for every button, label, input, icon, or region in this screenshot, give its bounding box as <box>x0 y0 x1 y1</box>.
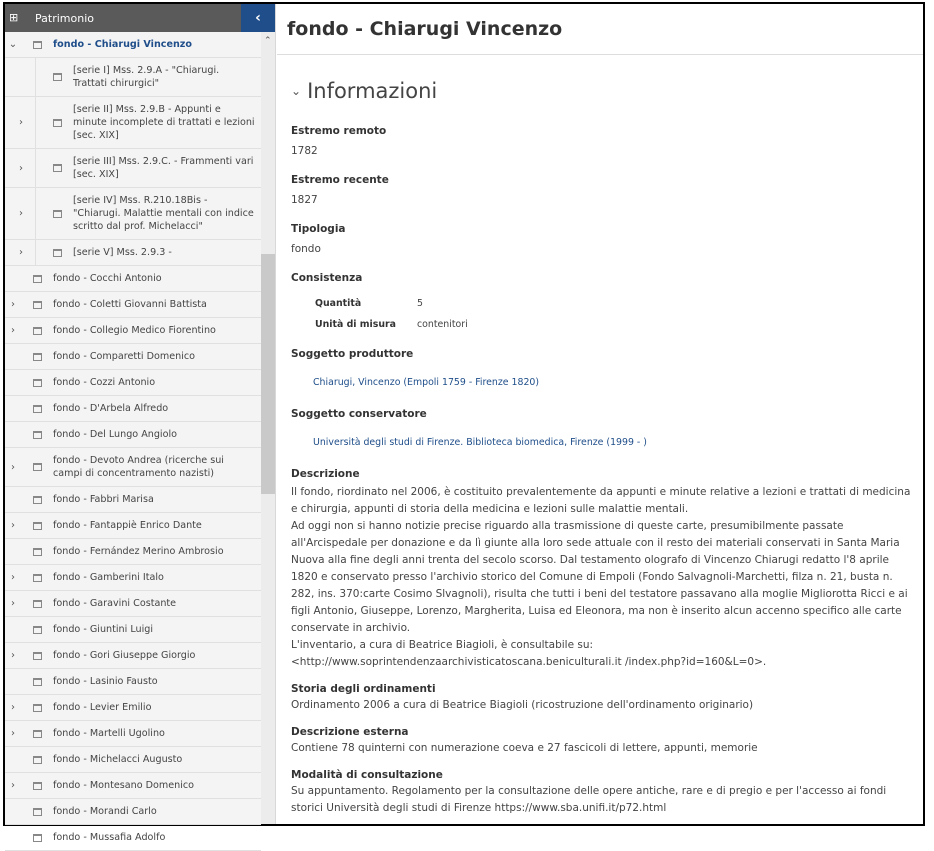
section-informazioni[interactable] <box>291 79 915 103</box>
tree-item-label: fondo - Coletti Giovanni Battista <box>53 299 207 310</box>
tree-item-label: fondo - Martelli Ugolino <box>53 728 165 739</box>
chevron-right-icon[interactable]: › <box>11 299 15 310</box>
chevron-down-icon: ⌄ <box>291 84 302 98</box>
tree-item-label: fondo - Cocchi Antonio <box>53 273 162 284</box>
tipologia-value: fondo <box>291 243 321 255</box>
unita-value: contenitori <box>417 319 468 330</box>
unita-row <box>315 319 915 330</box>
tree-item-label: fondo - Mussafia Adolfo <box>53 832 166 843</box>
tree-item[interactable] <box>5 643 261 669</box>
descrizione-esterna-value: Contiene 78 quinterni con numerazione coeva e 27 fascicoli di lettere, appunti, memorie <box>291 742 758 754</box>
tree-item[interactable] <box>5 799 261 825</box>
tree-item[interactable] <box>5 344 261 370</box>
archive-box-icon <box>33 782 42 790</box>
chevron-right-icon[interactable]: › <box>19 117 23 128</box>
archive-box-icon <box>33 496 42 504</box>
sidebar-scrollbar[interactable] <box>261 32 275 824</box>
page-title: fondo - Chiarugi Vincenzo <box>287 18 563 40</box>
estremo-recente-value: 1827 <box>291 194 318 206</box>
tree-item[interactable] <box>5 266 261 292</box>
tree-item[interactable] <box>5 773 261 799</box>
archive-box-icon <box>33 463 42 471</box>
archive-box-icon <box>53 210 62 218</box>
archive-box-icon <box>33 678 42 686</box>
quantita-value: 5 <box>417 298 423 309</box>
tree-item-label: [serie II] Mss. 2.9.B - Appunti e minute incomplete di trattati e lezioni [sec. XIX] <box>73 104 255 141</box>
chevron-up-icon[interactable]: ⌃ <box>264 36 272 46</box>
descrizione-label: Descrizione <box>291 468 360 480</box>
chevron-right-icon[interactable]: › <box>11 598 15 609</box>
tree-item[interactable] <box>5 396 261 422</box>
archive-box-icon <box>33 522 42 530</box>
chevron-right-icon[interactable]: › <box>11 650 15 661</box>
tree-item-label: fondo - Comparetti Domenico <box>53 351 195 362</box>
chevron-right-icon[interactable]: › <box>19 162 23 174</box>
collapse-sidebar-button[interactable] <box>241 4 275 32</box>
tree-item-label: fondo - Giuntini Luigi <box>53 624 154 635</box>
chevron-right-icon[interactable]: › <box>19 208 23 219</box>
tree-item-label: fondo - Fabbri Marisa <box>53 494 154 505</box>
tipologia-label: Tipologia <box>291 223 346 235</box>
consistenza-label: Consistenza <box>291 272 363 284</box>
descrizione-paragraph: Ad oggi non si hanno notizie precise riguardo alla trasmissione di queste carte, presumibilmente passate all'Arcispedale per donazione e da lì giunte alla loro sede attuale con il resto dei materiali conservati in Santa Maria Nuova alla fine degli anni trenta del secolo scorso. Dal testamento olografo di Vincenzo Chiarugi redatto l'8 aprile 1820 e conservato presso l'archivio storico del Comune di Empoli (Fondo Salvagnoli-Marchetti, filza n. 21, busta n. 282, ins. 370:carte Cosimo Slvagnoli), risulta che tutti i beni del testatore passavano alla moglie Migliorotta Ricci e ai figli Antonio, Giuseppe, Lorenzo, Margherita, Luisa ed Eleonora, ma non è inserito alcun accenno specifico alle carte conservate in archivio. <box>291 520 908 634</box>
tree-item-label: fondo - Devoto Andrea (ricerche sui campi di concentramento nazisti) <box>53 455 224 479</box>
tree-item[interactable] <box>5 669 261 695</box>
app-frame <box>3 2 925 843</box>
estremo-remoto-value: 1782 <box>291 145 318 157</box>
tree-item-label: fondo - Lasinio Fausto <box>53 676 158 687</box>
tree-item-label: [serie I] Mss. 2.9.A - "Chiarugi. Trattati chirurgici" <box>73 65 220 89</box>
produttore-label: Soggetto produttore <box>291 348 414 360</box>
tree-guide-line <box>35 58 36 96</box>
tree-list <box>5 32 261 851</box>
storia-value: Ordinamento 2006 a cura di Beatrice Biagioli (ricostruzione dell'ordinamento originario) <box>291 699 754 711</box>
tree-item[interactable] <box>5 721 261 747</box>
tree-item[interactable] <box>5 32 261 58</box>
chevron-right-icon[interactable]: › <box>11 325 15 336</box>
chevron-right-icon[interactable]: › <box>11 728 15 739</box>
tree-item[interactable] <box>5 448 261 487</box>
tree-item[interactable] <box>5 747 261 773</box>
main-panel <box>277 4 923 824</box>
tree-item[interactable] <box>5 513 261 539</box>
sidebar-header <box>5 4 275 32</box>
chevron-right-icon[interactable]: › <box>19 247 23 258</box>
modalita-label: Modalità di consultazione <box>291 769 443 781</box>
archive-box-icon <box>33 275 42 283</box>
archive-box-icon <box>53 119 62 127</box>
sidebar-title: Patrimonio <box>35 11 94 25</box>
archive-box-icon <box>33 600 42 608</box>
tree-guide-line <box>35 188 36 239</box>
tree-item-label: fondo - Del Lungo Angiolo <box>53 429 178 440</box>
archive-box-icon <box>33 626 42 634</box>
archive-box-icon <box>33 405 42 413</box>
tree-item-label: fondo - Cozzi Antonio <box>53 377 156 388</box>
tree-item-label: fondo - Gamberini Italo <box>53 572 164 583</box>
tree-item-label: fondo - Morandi Carlo <box>53 806 157 817</box>
conservatore-link[interactable]: Università degli studi di Firenze. Biblioteca biomedica, Firenze (1999 - ) <box>313 437 647 448</box>
produttore-link[interactable]: Chiarugi, Vincenzo (Empoli 1759 - Firenze 1820) <box>313 377 540 388</box>
tree-item-label: fondo - Gori Giuseppe Giorgio <box>53 650 196 661</box>
tree-guide-line <box>35 149 36 187</box>
tree-child-item[interactable] <box>5 240 261 266</box>
chevron-left-icon: ‹ <box>255 10 261 26</box>
tree-child-item[interactable] <box>5 97 261 149</box>
archive-box-icon <box>33 353 42 361</box>
tree-item-label: fondo - Levier Emilio <box>53 702 152 713</box>
descrizione-text <box>291 484 915 671</box>
archive-box-icon <box>53 249 62 257</box>
tree-guide-line <box>35 97 36 148</box>
quantita-row <box>315 298 915 309</box>
tree-item[interactable] <box>5 591 261 617</box>
tree-item-label: [serie IV] Mss. R.210.18Bis - "Chiarugi. Malattie mentali con indice scritto dal prof. Michelacci" <box>73 195 254 232</box>
details <box>277 79 923 817</box>
archive-box-icon <box>53 164 62 172</box>
tree-item[interactable] <box>5 422 261 448</box>
tree-guide-line <box>35 240 36 265</box>
estremo-remoto-label: Estremo remoto <box>291 125 387 137</box>
tree-item-label: fondo - Michelacci Augusto <box>53 754 183 765</box>
tree-item-label: fondo - Garavini Costante <box>53 598 177 609</box>
archive-box-icon <box>33 301 42 309</box>
archive-box-icon <box>33 704 42 712</box>
tree-item[interactable] <box>5 539 261 565</box>
archive-box-icon <box>33 379 42 387</box>
chevron-right-icon[interactable]: › <box>11 572 15 583</box>
section-title: Informazioni <box>307 79 438 103</box>
archive-box-icon <box>33 834 42 842</box>
tree-item-label: fondo - Fernández Merino Ambrosio <box>53 546 224 557</box>
tree-item-label: fondo - Montesano Domenico <box>53 780 195 791</box>
archive-box-icon <box>33 548 42 556</box>
main-header <box>277 4 923 55</box>
tree-item-label: fondo - Collegio Medico Fiorentino <box>53 325 216 336</box>
tree-item[interactable] <box>5 487 261 513</box>
tree-child-item[interactable] <box>5 188 261 240</box>
archive-box-icon <box>33 756 42 764</box>
tree-child-item[interactable] <box>5 149 261 188</box>
tree-item-label: [serie III] Mss. 2.9.C. - Frammenti vari [sec. XIX] <box>73 156 254 180</box>
chevron-right-icon[interactable]: › <box>11 461 15 473</box>
archive-box-icon <box>33 574 42 582</box>
archive-box-icon <box>33 652 42 660</box>
archive-box-icon <box>33 41 42 49</box>
tree-item-label: fondo - Chiarugi Vincenzo <box>53 39 192 50</box>
chevron-right-icon[interactable]: › <box>11 520 15 531</box>
conservatore-label: Soggetto conservatore <box>291 408 427 420</box>
sidebar <box>5 4 276 843</box>
archive-box-icon <box>53 73 62 81</box>
tree-item-label: fondo - Fantappiè Enrico Dante <box>53 520 202 531</box>
tree-item-label: [serie V] Mss. 2.9.3 - <box>73 247 172 258</box>
tree-item[interactable] <box>5 617 261 643</box>
tree-item[interactable] <box>5 292 261 318</box>
archive-box-icon <box>33 808 42 816</box>
archive-box-icon <box>33 730 42 738</box>
tree-child-item[interactable] <box>5 58 261 97</box>
scrollbar-thumb[interactable] <box>261 254 275 494</box>
storia-label: Storia degli ordinamenti <box>291 683 436 695</box>
tree-item[interactable] <box>5 825 261 851</box>
tree-item-label: fondo - D'Arbela Alfredo <box>53 403 169 414</box>
descrizione-paragraph: L'inventario, a cura di Beatrice Biagioli, è consultabile su: <http://www.soprintendenzaarchivisticatoscana.beniculturali.it /index.php?id=160&L=0>. <box>291 639 767 668</box>
tree-item[interactable] <box>5 565 261 591</box>
quantita-label: Quantità <box>315 298 362 309</box>
modalita-value: Su appuntamento. Regolamento per la consultazione delle opere antiche, rare e di pregio e per l'accesso ai fondi storici Università degli studi di Firenze https://www.sba.unifi.it/p72.html <box>291 785 887 814</box>
tree-item[interactable] <box>5 318 261 344</box>
descrizione-paragraph: Il fondo, riordinato nel 2006, è costituito prevalentemente da appunti e minute relative a lezioni e trattati di medicina e chirurgia, appunti di storia della medicina e lezioni sulle malattie mentali. <box>291 486 911 515</box>
descrizione-esterna-label: Descrizione esterna <box>291 726 409 738</box>
estremo-recente-label: Estremo recente <box>291 174 389 186</box>
chevron-down-icon[interactable]: ⌄ <box>8 39 18 50</box>
unita-label: Unità di misura <box>315 319 396 330</box>
archive-box-icon <box>33 431 42 439</box>
tree-item[interactable] <box>5 695 261 721</box>
tree-icon: ⊞ <box>9 11 19 24</box>
chevron-right-icon[interactable]: › <box>11 702 15 713</box>
archive-box-icon <box>33 327 42 335</box>
chevron-right-icon[interactable]: › <box>11 780 15 791</box>
tree-item[interactable] <box>5 370 261 396</box>
